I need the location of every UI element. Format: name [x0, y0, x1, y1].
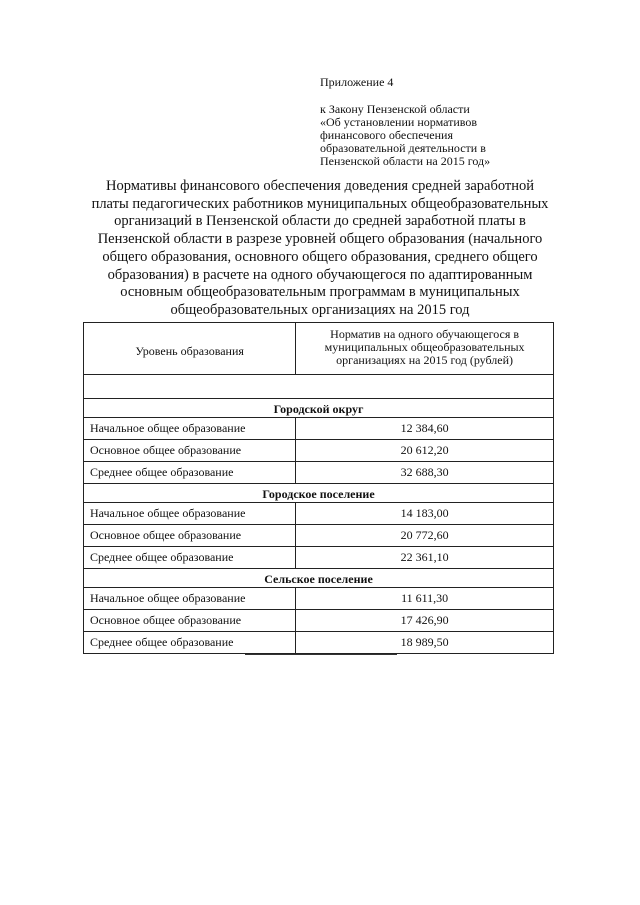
appendix-basis-line: финансового обеспечения [320, 128, 453, 142]
table-spacer-row [84, 375, 554, 399]
title-line: Нормативы финансового обеспечения доведения средней заработной [105, 178, 535, 194]
table-row [84, 632, 554, 654]
value-cell: 32 688,30 [296, 462, 554, 484]
header-norm: Норматив на одного обучающегося в муниципальных общеобразовательных организациях на 2015 год (рублей) [296, 323, 554, 375]
level-cell: Основное общее образование [84, 610, 296, 632]
header-level: Уровень образования [84, 323, 296, 375]
value-cell: 12 384,60 [296, 418, 554, 440]
appendix-basis-line: образовательной деятельности в [320, 141, 486, 155]
section-title: Сельское поселение [84, 569, 554, 588]
section-row [84, 569, 554, 588]
section-title: Городское поселение [84, 484, 554, 503]
title-line: общеобразовательных организациях на 2015 год [170, 301, 470, 318]
level-cell: Начальное общее образование [84, 503, 296, 525]
spacer-cell [84, 375, 554, 399]
value-cell: 14 183,00 [296, 503, 554, 525]
title-line: образования) в расчете на одного обучающегося по адаптированным [107, 266, 533, 283]
section-row [84, 484, 554, 503]
title-line: общего образования, основного общего образования, среднего общего [102, 248, 538, 265]
table-row [84, 547, 554, 569]
title-line: основным общеобразовательным программам в муниципальных [120, 284, 520, 301]
level-cell: Среднее общее образование [84, 632, 296, 654]
table-row [84, 525, 554, 547]
title-line: организаций в Пензенской области до средней заработной платы в [114, 213, 526, 230]
level-cell: Среднее общее образование [84, 547, 296, 569]
table-row [84, 588, 554, 610]
table-row [84, 440, 554, 462]
section-title: Городской округ [84, 399, 554, 418]
level-cell: Основное общее образование [84, 440, 296, 462]
table-row [84, 610, 554, 632]
closing-rule [245, 654, 397, 655]
value-cell: 20 612,20 [296, 440, 554, 462]
value-cell: 22 361,10 [296, 547, 554, 569]
level-cell: Основное общее образование [84, 525, 296, 547]
table-header-row [84, 323, 554, 375]
title-line: Пензенской области в разрезе уровней общего образования (начального [97, 231, 543, 248]
section-row [84, 399, 554, 418]
value-cell: 20 772,60 [296, 525, 554, 547]
level-cell: Начальное общее образование [84, 588, 296, 610]
level-cell: Начальное общее образование [84, 418, 296, 440]
appendix-basis-line: «Об установлении нормативов [320, 115, 478, 129]
value-cell: 18 989,50 [296, 632, 554, 654]
table-row [84, 462, 554, 484]
table-row [84, 418, 554, 440]
appendix-number: Приложение 4 [320, 75, 394, 89]
table-row [84, 503, 554, 525]
appendix-basis-line: Пензенской области на 2015 год» [320, 154, 491, 168]
appendix-basis [320, 103, 620, 168]
level-cell: Среднее общее образование [84, 462, 296, 484]
appendix-reference [320, 76, 620, 168]
norms-table [83, 322, 554, 654]
value-cell: 11 611,30 [296, 588, 554, 610]
document-title [80, 178, 560, 320]
value-cell: 17 426,90 [296, 610, 554, 632]
title-line: платы педагогических работников муниципальных общеобразовательных [91, 195, 549, 212]
appendix-basis-line: к Закону Пензенской области [320, 102, 470, 116]
